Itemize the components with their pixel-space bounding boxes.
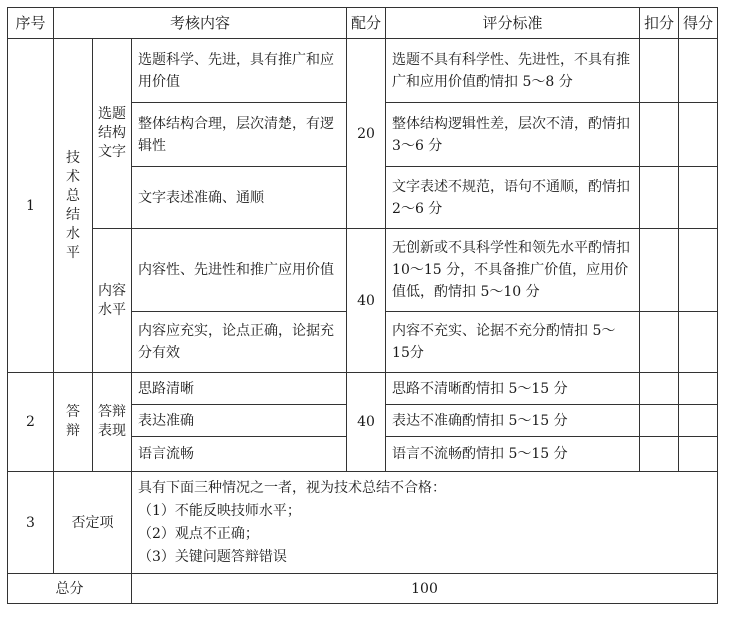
table-row [8,373,718,405]
result-cell[interactable] [679,103,718,167]
result-cell[interactable] [679,229,718,312]
deduct-cell[interactable] [640,373,679,405]
header-content: 考核内容 [54,8,347,39]
sub2-label: 内容 水平 [93,229,132,373]
total-label: 总分 [8,574,132,604]
deduct-cell[interactable] [640,39,679,103]
section3-category: 否定项 [54,472,132,574]
sub2-score: 40 [347,229,386,373]
result-cell[interactable] [679,312,718,373]
header-score: 配分 [347,8,386,39]
section3-num: 3 [8,472,54,574]
criteria-cell: 整体结构逻辑性差，层次不清，酌情扣 3～6 分 [386,103,640,167]
criteria-cell: 语言不流畅酌情扣 5～15 分 [386,437,640,472]
section2-num: 2 [8,373,54,472]
result-cell[interactable] [679,405,718,437]
content-cell: 整体结构合理，层次清楚，有逻辑性 [132,103,347,167]
table-row [8,472,718,574]
deduct-cell[interactable] [640,405,679,437]
section2-score: 40 [347,373,386,472]
result-cell[interactable] [679,39,718,103]
header-criteria: 评分标准 [386,8,640,39]
deduct-cell[interactable] [640,167,679,229]
section2-label: 答辩 表现 [93,373,132,472]
table-row [8,39,718,103]
criteria-cell: 文字表述不规范，语句不通顺，酌情扣 2～6 分 [386,167,640,229]
deduct-cell[interactable] [640,103,679,167]
criteria-cell: 表达不准确酌情扣 5～15 分 [386,405,640,437]
deduct-cell[interactable] [640,437,679,472]
criteria-cell: 内容不充实、论据不充分酌情扣 5～15分 [386,312,640,373]
section1-category: 技 术 总 结 水 平 [54,39,93,373]
header-result: 得分 [679,8,718,39]
content-cell: 思路清晰 [132,373,347,405]
content-cell: 选题科学、先进，具有推广和应用价值 [132,39,347,103]
total-value: 100 [132,574,718,604]
header-num: 序号 [8,8,54,39]
section3-description: 具有下面三种情况之一者，视为技术总结不合格： （1）不能反映技师水平； （2）观点不正确； （3）关键问题答辩错误 [132,472,718,574]
result-cell[interactable] [679,167,718,229]
header-row [8,8,718,39]
criteria-cell: 选题不具有科学性、先进性，不具有推广和应用价值酌情扣 5～8 分 [386,39,640,103]
content-cell: 表达准确 [132,405,347,437]
header-deduct: 扣分 [640,8,679,39]
result-cell[interactable] [679,437,718,472]
total-row [8,574,718,604]
deduct-cell[interactable] [640,312,679,373]
content-cell: 文字表述准确、通顺 [132,167,347,229]
deduct-cell[interactable] [640,229,679,312]
content-cell: 语言流畅 [132,437,347,472]
sub1-score: 20 [347,39,386,229]
section2-category: 答 辩 [54,373,93,472]
result-cell[interactable] [679,373,718,405]
content-cell: 内容性、先进性和推广应用价值 [132,229,347,312]
content-cell: 内容应充实，论点正确，论据充分有效 [132,312,347,373]
criteria-cell: 无创新或不具科学性和领先水平酌情扣 10～15 分，不具备推广价值，应用价值低，酌情扣 5～10 分 [386,229,640,312]
criteria-cell: 思路不清晰酌情扣 5～15 分 [386,373,640,405]
sub1-label: 选题 结构 文字 [93,39,132,229]
section1-num: 1 [8,39,54,373]
assessment-table [7,7,718,604]
table-row [8,229,718,312]
